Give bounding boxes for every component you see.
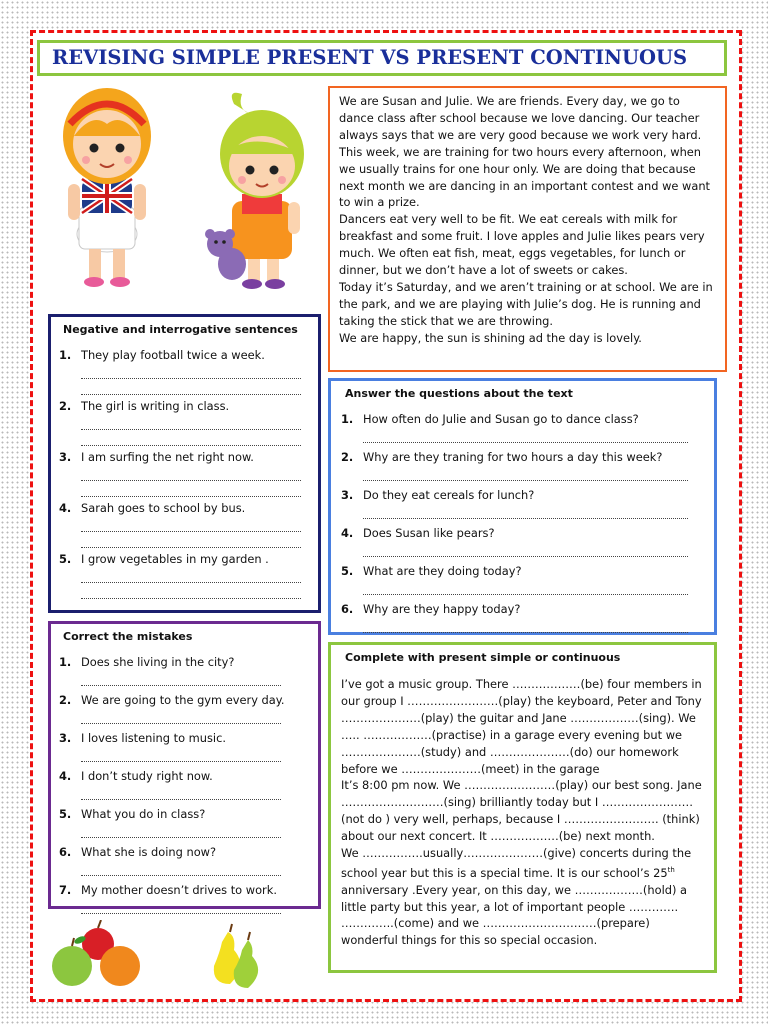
item-number: 4. (59, 769, 72, 783)
item-number: 6. (341, 602, 354, 616)
answer-line[interactable] (81, 519, 301, 532)
item-text: Does Susan like pears? (363, 526, 495, 540)
item-number: 1. (59, 348, 72, 362)
item-text: My mother doesn’t drives to work. (81, 883, 277, 897)
cloze-paragraph (341, 845, 704, 949)
answer-line[interactable] (81, 366, 301, 379)
cloze-paragraph: I’ve got a music group. There ………………(be) four members in our group I ……………………(play) the keyboard, Peter and Tony …………………(play) the guitar and Jane ………………(sing). We ….. ………………(practise) in a garage every evening but we …………………(study) and …………………(do) our homework before we …………………(meet) in the garage (341, 677, 702, 776)
exercise-item (59, 731, 310, 762)
answer-line[interactable] (81, 535, 301, 548)
item-number: 2. (59, 693, 72, 707)
item-number: 4. (59, 501, 72, 515)
answer-line[interactable] (363, 620, 688, 633)
exercise-item (59, 883, 310, 914)
item-text: What you do in class? (81, 807, 206, 821)
answer-line[interactable] (81, 417, 301, 430)
item-number: 1. (59, 655, 72, 669)
item-number: 5. (341, 564, 354, 578)
item-number: 4. (341, 526, 354, 540)
answer-line[interactable] (363, 544, 688, 557)
section-heading: Complete with present simple or continuous (345, 651, 621, 664)
story-text-box (328, 86, 727, 372)
cloze-text-part: We …………….usually…………………(give) concerts during the school year but this is a special time. It is our school’s 25 (341, 846, 692, 880)
answer-line[interactable] (81, 787, 281, 800)
ordinal-suffix: th (667, 865, 675, 874)
pears-illustration (208, 922, 268, 992)
item-text: Why are they happy today? (363, 602, 521, 616)
susan-figure (63, 88, 151, 287)
section-heading: Negative and interrogative sentences (63, 323, 298, 336)
item-text: What she is doing now? (81, 845, 217, 859)
complete-exercise-box (328, 642, 717, 973)
item-text: Do they eat cereals for lunch? (363, 488, 535, 502)
apples-illustration (48, 920, 148, 990)
item-number: 5. (59, 807, 72, 821)
exercise-item (59, 399, 310, 446)
answer-line[interactable] (81, 433, 301, 446)
story-paragraph: We are Susan and Julie. We are friends. Every day, we go to dance class after school because we love dancing. Our teacher always says that we are very good because we work very hard. This week, we are training for two hours every afternoon, when we usually trains for one hour only. We are doing that because next month we are dancing in an important contest and we want to win a prize. (339, 94, 711, 210)
negative-interrogative-box (48, 314, 321, 613)
cloze-text-part: anniversary .Every year, on this day, we ………………(hold) a little party but this year, a lot of important people …………. …………..(come) and we …………………………(prepare) wonderful things for this so special occasion. (341, 882, 688, 948)
story-paragraph: We are happy, the sun is shining ad the day is lovely. (339, 330, 642, 345)
item-text: Does she living in the city? (81, 655, 235, 669)
exercise-item (59, 769, 310, 800)
item-number: 3. (341, 488, 354, 502)
item-text: I am surfing the net right now. (81, 450, 254, 464)
item-text: They play football twice a week. (81, 348, 265, 362)
answer-line[interactable] (363, 468, 688, 481)
answer-line[interactable] (81, 468, 301, 481)
answer-line[interactable] (363, 506, 688, 519)
cloze-text[interactable] (341, 676, 704, 949)
answer-line[interactable] (81, 484, 301, 497)
girls-illustration (52, 84, 324, 300)
item-number: 2. (59, 399, 72, 413)
exercise-item (59, 655, 310, 686)
exercise-item (341, 488, 704, 519)
exercise-item (59, 693, 310, 724)
exercise-item (341, 412, 704, 443)
item-text: I grow vegetables in my garden . (81, 552, 269, 566)
answer-line[interactable] (81, 901, 281, 914)
answer-line[interactable] (81, 382, 301, 395)
answer-line[interactable] (81, 570, 301, 583)
item-number: 7. (59, 883, 72, 897)
exercise-item (59, 450, 310, 497)
answer-line[interactable] (81, 863, 281, 876)
exercise-item (59, 845, 310, 876)
item-number: 6. (59, 845, 72, 859)
section-heading: Answer the questions about the text (345, 387, 573, 400)
item-text: I loves listening to music. (81, 731, 226, 745)
answer-questions-box (328, 378, 717, 635)
answer-line[interactable] (81, 825, 281, 838)
story-paragraph: Dancers eat very well to be fit. We eat cereals with milk for breakfast and some fruit. I love apples and Julie likes pears very much. We often eat fish, meat, eggs vegetables, for lunch or dinner, but we don’t have a lot of sweets or cakes. (339, 212, 705, 278)
answer-line[interactable] (81, 586, 301, 599)
answer-line[interactable] (363, 430, 688, 443)
exercise-item (341, 526, 704, 557)
section-heading: Correct the mistakes (63, 630, 193, 643)
item-number: 5. (59, 552, 72, 566)
answer-line[interactable] (363, 582, 688, 595)
item-text: I don’t study right now. (81, 769, 213, 783)
item-text: How often do Julie and Susan go to dance class? (363, 412, 639, 426)
exercise-item (59, 807, 310, 838)
page-title: REVISING SIMPLE PRESENT VS PRESENT CONTINUOUS (37, 40, 727, 76)
answer-line[interactable] (81, 749, 281, 762)
answer-line[interactable] (81, 673, 281, 686)
item-number: 1. (341, 412, 354, 426)
exercise-item (59, 552, 310, 599)
exercise-item (341, 602, 704, 633)
exercise-item (59, 348, 310, 395)
item-text: What are they doing today? (363, 564, 522, 578)
item-text: We are going to the gym every day. (81, 693, 285, 707)
item-number: 3. (59, 731, 72, 745)
item-text: Sarah goes to school by bus. (81, 501, 246, 515)
answer-line[interactable] (81, 711, 281, 724)
item-text: Why are they traning for two hours a day this week? (363, 450, 663, 464)
item-number: 3. (59, 450, 72, 464)
cloze-paragraph: It’s 8:00 pm now. We ……………………(play) our best song. Jane ………………………(sing) brilliantly today but I …………………… (not do ) very well, perhaps, because I ……………………. (think) about our next concert. It ………………(be) next month. (341, 778, 702, 844)
exercise-item (341, 450, 704, 481)
julie-figure (205, 93, 304, 289)
item-text: The girl is writing in class. (81, 399, 230, 413)
exercise-item (341, 564, 704, 595)
exercise-item (59, 501, 310, 548)
correct-mistakes-box (48, 621, 321, 909)
item-number: 2. (341, 450, 354, 464)
story-paragraph: Today it’s Saturday, and we aren’t training or at school. We are in the park, and we are playing with Julie’s dog. He is running and taking the stick that we are throwing. (339, 279, 713, 328)
